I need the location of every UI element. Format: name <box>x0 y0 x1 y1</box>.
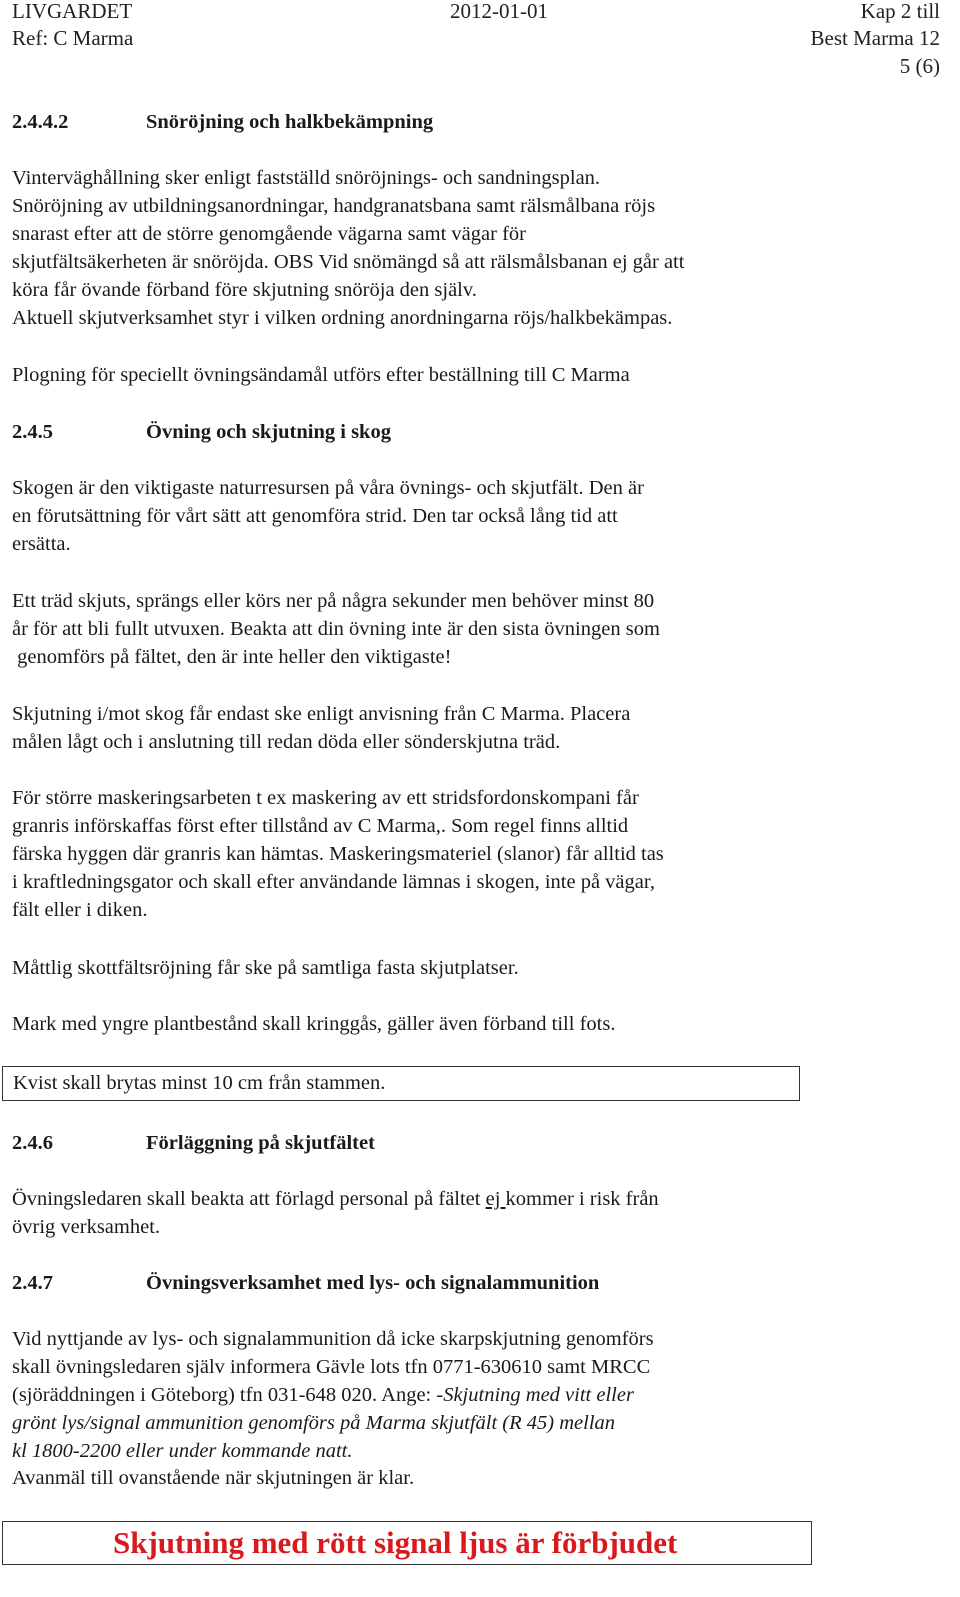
paragraph-line: målen lågt och i anslutning till redan döda eller sönderskjutna träd. <box>12 731 561 753</box>
paragraph-line: snarast efter att de större genomgående vägarna samt vägar för <box>12 223 526 245</box>
section-number-2442: 2.4.4.2 <box>12 111 69 133</box>
paragraph-line: genomförs på fältet, den är inte heller den viktigaste! <box>12 646 452 668</box>
header-date: 2012-01-01 <box>450 0 548 23</box>
text-run: (sjöräddningen i Göteborg) tfn 031-648 020. Ange: <box>12 1384 437 1406</box>
text-run: kommer i risk från <box>505 1188 659 1210</box>
warning-text: Skjutning med rött signal ljus är förbjudet <box>113 1525 678 1560</box>
boxed-note-text: Kvist skall brytas minst 10 cm från stammen. <box>13 1072 386 1094</box>
header-best: Best Marma 12 <box>810 26 940 50</box>
paragraph-line: grönt lys/signal ammunition genomförs på Marma skjutfält (R 45) mellan <box>12 1412 616 1434</box>
section-number-246: 2.4.6 <box>12 1132 53 1154</box>
paragraph-line: övrig verksamhet. <box>12 1216 161 1238</box>
paragraph-line: i kraftledningsgator och skall efter användande lämnas i skogen, inte på vägar, <box>12 871 655 893</box>
header-org: LIVGARDET <box>12 0 133 23</box>
paragraph-line: ersätta. <box>12 533 71 555</box>
text-run: Övningsledaren skall beakta att förlagd personal på fältet <box>12 1188 486 1210</box>
boxed-note <box>2 1066 800 1101</box>
paragraph-line: Vid nyttjande av lys- och signalammunition då icke skarpskjutning genomförs <box>12 1328 654 1350</box>
paragraph-line: skjutfältsäkerheten är snöröjda. OBS Vid snömängd så att rälsmålsbanan ej går att <box>12 251 685 273</box>
paragraph-line <box>12 1381 634 1409</box>
paragraph-line: kl 1800-2200 eller under kommande natt. <box>12 1440 353 1462</box>
paragraph-line: en förutsättning för vårt sätt att genomföra strid. Den tar också lång tid att <box>12 505 618 527</box>
section-title-245: Övning och skjutning i skog <box>146 421 391 443</box>
section-title-247: Övningsverksamhet med lys- och signalammunition <box>146 1272 600 1294</box>
paragraph-plantbestand: Mark med yngre plantbestånd skall kringgås, gäller även förband till fots. <box>12 1013 616 1035</box>
paragraph-plogning: Plogning för speciellt övningsändamål utförs efter beställning till C Marma <box>12 364 630 386</box>
header-page-number: 5 (6) <box>899 54 940 78</box>
underlined-word: ej <box>485 1188 506 1210</box>
section-title-246: Förläggning på skjutfältet <box>146 1132 375 1154</box>
paragraph-line: fält eller i diken. <box>12 899 148 921</box>
paragraph-line: färska hyggen där granris kan hämtas. Maskeringsmateriel (slanor) får alltid tas <box>12 843 664 865</box>
paragraph-line: skall övningsledaren själv informera Gävle lots tfn 0771-630610 samt MRCC <box>12 1356 651 1378</box>
paragraph-line: Avanmäl till ovanstående när skjutningen är klar. <box>12 1467 415 1489</box>
paragraph-line: granris införskaffas först efter tillstånd av C Marma,. Som regel finns alltid <box>12 815 629 837</box>
paragraph-skottfalt: Måttlig skottfältsröjning får ske på samtliga fasta skjutplatser. <box>12 957 519 979</box>
paragraph-line: Ett träd skjuts, sprängs eller körs ner på några sekunder men behöver minst 80 <box>12 590 655 612</box>
paragraph-line: Snöröjning av utbildningsanordningar, handgranatsbana samt rälsmålbana röjs <box>12 195 656 217</box>
paragraph-line: Skjutning i/mot skog får endast ske enligt anvisning från C Marma. Placera <box>12 703 631 725</box>
paragraph-line: Skogen är den viktigaste naturresursen på våra övnings- och skjutfält. Den är <box>12 477 644 499</box>
paragraph-line: Vinterväghållning sker enligt fastställd snöröjnings- och sandningsplan. <box>12 167 601 189</box>
section-number-245: 2.4.5 <box>12 421 53 443</box>
italic-run: -Skjutning med vitt eller <box>436 1384 634 1406</box>
paragraph-line: Aktuell skjutverksamhet styr i vilken ordning anordningarna röjs/halkbekämpas. <box>12 307 673 329</box>
section-number-247: 2.4.7 <box>12 1272 53 1294</box>
paragraph-line: För större maskeringsarbeten t ex maskering av ett stridsfordonskompani får <box>12 787 639 809</box>
header-chapter: Kap 2 till <box>860 0 940 23</box>
paragraph-forlaggning <box>12 1185 659 1213</box>
header-ref: Ref: C Marma <box>12 26 134 50</box>
paragraph-line: köra får övande förband före skjutning snöröja den själv. <box>12 279 477 301</box>
warning-box <box>2 1521 812 1565</box>
section-title-2442: Snöröjning och halkbekämpning <box>146 111 434 133</box>
paragraph-line: år för att bli fullt utvuxen. Beakta att din övning inte är den sista övningen som <box>12 618 660 640</box>
